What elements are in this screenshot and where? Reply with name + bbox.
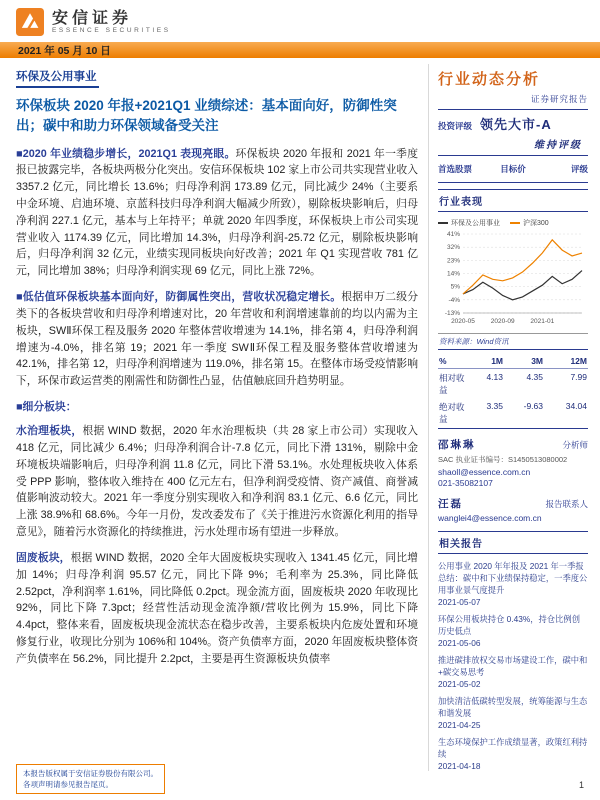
stock-col-target: 目标价 bbox=[500, 164, 526, 174]
divider bbox=[438, 182, 588, 183]
returns-rel-3m: 4.35 bbox=[526, 371, 543, 382]
paragraph-3 bbox=[16, 423, 418, 541]
related-report-4-title: 加快清洁低碳转型发展，统筹能源与生态和谐发展 bbox=[438, 696, 588, 719]
analyst-1-name: 邵琳琳 bbox=[438, 439, 476, 451]
related-report-5 bbox=[438, 736, 588, 771]
related-report-4-date: 2021-04-25 bbox=[438, 720, 481, 731]
copyright-box bbox=[16, 764, 165, 795]
stock-table-header bbox=[438, 160, 588, 178]
related-report-1-title: 公用事业 2020 年年报及 2021 年一季报总结：碳中和下业绩保持稳定，一季度公用事业景气度提升 bbox=[438, 561, 588, 596]
svg-text:14%: 14% bbox=[446, 270, 460, 278]
svg-text:-13%: -13% bbox=[444, 310, 460, 317]
related-report-3 bbox=[438, 654, 588, 689]
related-reports-title: 相关报告 bbox=[438, 531, 588, 554]
analyst-1 bbox=[438, 437, 588, 488]
paragraph-1-text: 环保板块 2020 年报和 2021 年一季度报已披露完毕，各板块两极分化突出。安信环保板块 102 家上市公司共实现营业收入 3357.2 亿元，同比增长 13.6%；归母净利润 173.89 亿元，同比减少 24%（主要系中金环境、启迪环境、京蓝科技归母净利润大幅减少所致），剔除板块影响后，归母净利润 227.1 亿元，基本与上年持平；单就 2020 年四季度，环保板块上市公司实现营业收入 1174.39 亿元，同比增加 14.3%，归母净利润-25.72 亿元，剔除板块影响后，归母净利润 32 亿元，业绩实现同板块向好改善；2021 年 Q1 实现营收 781 亿元，同比增加 38%；归母净利润实现 69 亿元，同比上涨 72%。 bbox=[16, 147, 418, 278]
main-column bbox=[16, 64, 418, 771]
paragraph-1-lead: ■2020 年业绩稳步增长，2021Q1 表现亮眼。 bbox=[16, 147, 236, 160]
legend-label-1: 沪深300 bbox=[523, 220, 549, 227]
svg-text:5%: 5% bbox=[450, 283, 460, 291]
paragraph-3-lead: 水治理板块， bbox=[16, 425, 83, 438]
header bbox=[0, 0, 600, 42]
report-type: 行业动态分析 bbox=[438, 71, 541, 88]
related-report-1-date: 2021-05-07 bbox=[438, 597, 481, 608]
chart-legend bbox=[438, 218, 588, 228]
returns-h-pct: % bbox=[439, 355, 447, 366]
copyright-line-2: 各项声明请参见报告尾页。 bbox=[23, 779, 113, 789]
analyst-2-name: 汪磊 bbox=[438, 498, 463, 510]
svg-text:23%: 23% bbox=[446, 257, 460, 265]
copyright-line-1: 本报告版权属于安信证券股份有限公司。 bbox=[23, 768, 158, 778]
analyst-1-email[interactable]: shaoll@essence.com.cn bbox=[438, 467, 531, 477]
rating-label: 投资评级 bbox=[438, 121, 473, 131]
stock-col-name: 首选股票 bbox=[438, 164, 473, 174]
returns-abs-label: 绝对收益 bbox=[439, 401, 465, 424]
related-report-2 bbox=[438, 613, 588, 648]
svg-text:32%: 32% bbox=[446, 244, 460, 252]
legend-item-1 bbox=[510, 218, 549, 228]
date-bar bbox=[0, 42, 600, 58]
report-date: 2021 年 05 月 10 日 bbox=[18, 44, 111, 57]
section-label: ■细分板块： bbox=[16, 401, 77, 414]
sidebar bbox=[428, 64, 588, 771]
analyst-2-email[interactable]: wanglei4@essence.com.cn bbox=[438, 513, 542, 523]
essence-logo-icon bbox=[16, 8, 44, 36]
svg-text:-4%: -4% bbox=[448, 296, 460, 304]
returns-abs-12m: 34.04 bbox=[565, 400, 587, 411]
rating-value: 领先大市-A bbox=[480, 117, 552, 132]
returns-abs-3m: -9.63 bbox=[523, 400, 543, 411]
related-report-4 bbox=[438, 695, 588, 730]
analyst-1-phone: 021-35082107 bbox=[438, 478, 493, 488]
industry-category: 环保及公用事业 bbox=[16, 66, 99, 88]
related-report-3-date: 2021-05-02 bbox=[438, 679, 481, 690]
report-subtype: 证券研究报告 bbox=[530, 94, 588, 104]
returns-abs-1m: 3.35 bbox=[486, 400, 503, 411]
report-title: 环保板块 2020 年报+2021Q1 业绩综述：基本面向好，防御性突出；碳中和助力环保领域备受关注 bbox=[16, 98, 397, 134]
related-report-1 bbox=[438, 560, 588, 607]
returns-rel-label: 相对收益 bbox=[439, 372, 465, 395]
paragraph-4-text: 根据 WIND 数据，2020 全年大固废板块实现收入 1341.45 亿元，同比增加 14%；归母净利润 95.57 亿元，同比下降 9%；毛利率为 25.3%，同比降低 2.52pct，净利润率 1.61%，同比降低 0.2pct。现金流方面，固废板块 2020 年收现比 92%，同比下降 7.3pct；经营性活动现金流净额/营收比例为 15.9%，同比下降 4.4pct，整体来看，固废板块现金流状态在稳步改善，主要系板块内危废处置和环境修复行业，收现比分别为 106%和 104%。资产负债率方面，2020 年固废板块整体资产负债率在 56.2%，同比提升 2.2pct，主要是再生资源板块负债率 bbox=[16, 551, 418, 665]
paragraph-2-lead: ■低估值环保板块基本面向好，防御属性突出，营收状况稳定增长。 bbox=[16, 291, 342, 304]
paragraph-1 bbox=[16, 146, 418, 281]
related-report-3-title: 推进碳排放权交易市场建设工作，碳中和+碳交易思考 bbox=[438, 655, 588, 678]
legend-item-0 bbox=[438, 218, 500, 228]
related-report-2-title: 环保公用板块持仓 0.43%，持仓比例创历史低点 bbox=[438, 614, 580, 637]
svg-text:2020-05: 2020-05 bbox=[451, 318, 475, 325]
related-report-5-date: 2021-04-18 bbox=[438, 761, 481, 772]
svg-text:41%: 41% bbox=[446, 231, 460, 238]
svg-text:2021-01: 2021-01 bbox=[530, 318, 555, 325]
analyst-1-role: 分析师 bbox=[562, 440, 588, 450]
legend-swatch-0 bbox=[438, 222, 448, 224]
legend-swatch-1 bbox=[510, 222, 520, 224]
paragraph-4 bbox=[16, 550, 418, 668]
returns-row-absolute bbox=[438, 398, 588, 427]
svg-text:2020-09: 2020-09 bbox=[490, 318, 515, 325]
industry-performance-chart bbox=[438, 230, 588, 331]
analyst-2-role: 报告联系人 bbox=[545, 499, 588, 509]
stock-col-rating: 评级 bbox=[570, 164, 588, 174]
related-reports bbox=[438, 531, 588, 771]
analyst-1-cert: SAC 执业证书编号：S1450513080002 bbox=[438, 455, 568, 464]
divider bbox=[438, 109, 588, 110]
rating-status: 维持评级 bbox=[534, 140, 582, 151]
related-report-5-title: 生态环境保护工作成绩显著，政策红利持续 bbox=[438, 737, 588, 760]
brand-block bbox=[52, 10, 171, 35]
returns-header-row bbox=[438, 353, 588, 369]
page-number: 1 bbox=[578, 780, 584, 790]
performance-title: 行业表现 bbox=[438, 189, 588, 212]
returns-h-12m: 12M bbox=[570, 355, 587, 366]
analyst-2 bbox=[438, 496, 588, 523]
divider bbox=[438, 155, 588, 156]
rating-row bbox=[438, 114, 588, 133]
paragraph-2 bbox=[16, 289, 418, 390]
chart-source: 资料来源：Wind资讯 bbox=[438, 333, 588, 350]
returns-rel-12m: 7.99 bbox=[570, 371, 587, 382]
returns-row-relative bbox=[438, 369, 588, 398]
legend-label-0: 环保及公用事业 bbox=[451, 220, 500, 227]
returns-h-3m: 3M bbox=[531, 355, 543, 366]
returns-h-1m: 1M bbox=[491, 355, 503, 366]
related-report-2-date: 2021-05-06 bbox=[438, 638, 481, 649]
brand-name-en: ESSENCE SECURITIES bbox=[52, 27, 171, 35]
paragraph-4-lead: 固废板块， bbox=[16, 551, 71, 564]
paragraph-3-text: 根据 WIND 数据，2020 年水治理板块（共 28 家上市公司）实现收入 418 亿元，同比减少 6.4%；归母净利润合计-7.8 亿元，同比下滑 131%，剔除中金环境板块端影响后，归母净利润 11.8 亿元，同比下滑 53.1%。水处理板块收入体系受 PPP 影响，整体收入维持在 400 亿元左右，但净利润受疫情、资产减值、商誉减值影响波动较大。2021 年一季度分别实现收入和净利润 83.1 亿元、6.6 亿元，同比上涨 38.9%和 68.6%。今年一月份，发改委发布了《关于推进污水资源化利用的指导意见》，随着污水资源化的持续推进，污水处理市场有望进一步释放。 bbox=[16, 425, 419, 539]
paragraph-2-text: 根据申万二级分类下的各板块营收和归母净利增速对比，20 年营收和利润增速靠前的均以内需为主板块，SWⅡ环保工程及服务 2020 年整体营收增速为 14.1%，排名第 4，归母净利润增速为-4.0%，排名第 19；2021 年一季度 SWⅡ环保工程及服务整体营收增速为 42.1%，排名第 12，归母净利润增速为 119.0%，排名第 15。在整体市场受疫情影响下，环保市政运营类的刚需性和防御性凸显，估值触底回升趋势明显。 bbox=[16, 291, 418, 388]
returns-rel-1m: 4.13 bbox=[486, 371, 503, 382]
returns-table bbox=[438, 353, 588, 429]
brand-name-cn: 安信证券 bbox=[52, 9, 133, 27]
